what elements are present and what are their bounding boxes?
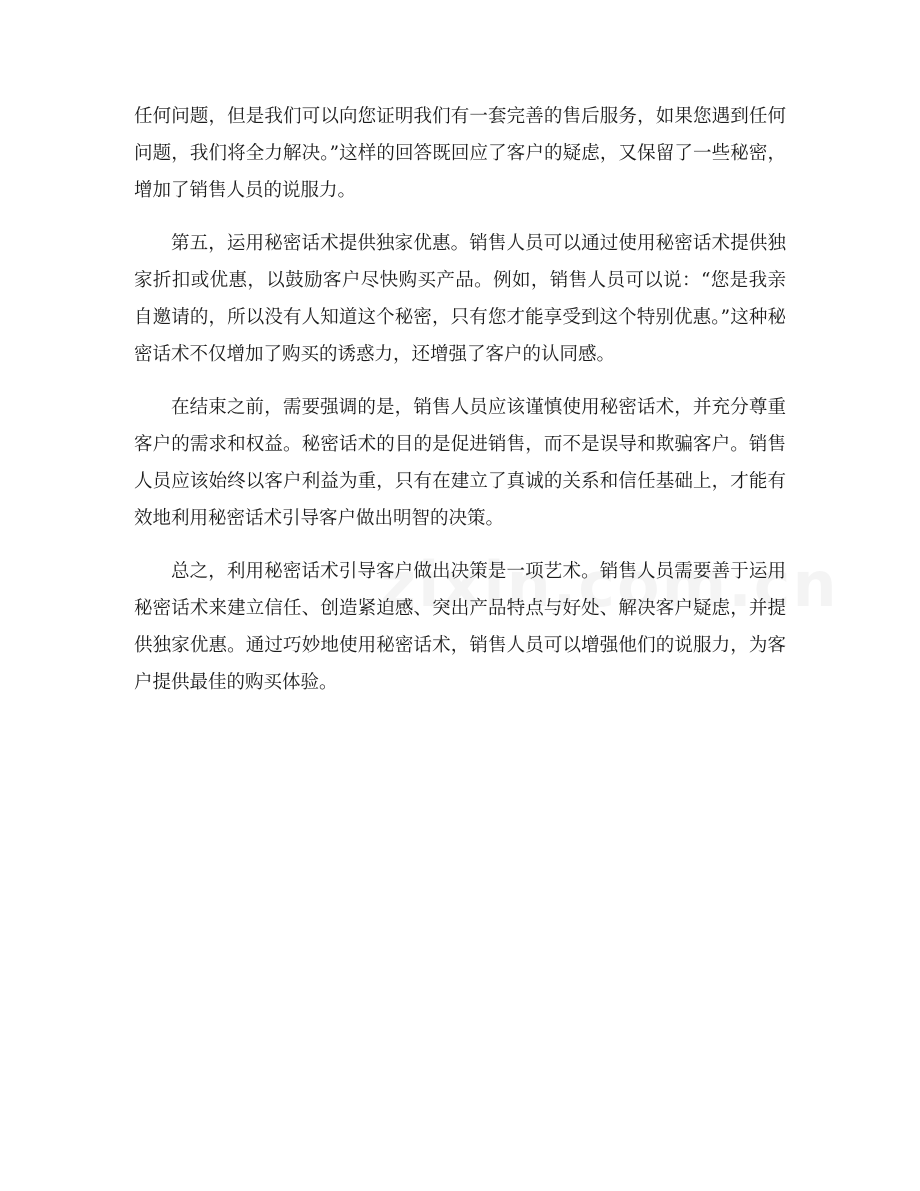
paragraph-conclusion: 总之，利用秘密话术引导客户做出决策是一项艺术。销售人员需要善于运用秘密话术来建立信任、创造紧迫感、突出产品特点与好处、解决客户疑虑，并提供独家优惠。通过巧妙地使用秘密话术，销售人员可以增强他们的说服力，为客户提供最佳的购买体验。 bbox=[134, 561, 786, 693]
paragraph-caution: 在结束之前，需要强调的是，销售人员应该谨慎使用秘密话术，并充分尊重客户的需求和权益。秘密话术的目的是促进销售，而不是误导和欺骗客户。销售人员应该始终以客户利益为重，只有在建立了真诚的关系和信任基础上，才能有效地利用秘密话术引导客户做出明智的决策。 bbox=[134, 397, 786, 529]
document-body bbox=[134, 98, 786, 717]
paragraph-exclusive-offers: 第五，运用秘密话术提供独家优惠。销售人员可以通过使用秘密话术提供独家折扣或优惠，以鼓励客户尽快购买产品。例如，销售人员可以说：“您是我亲自邀请的，所以没有人知道这个秘密，只有您才能享受到这个特别优惠。”这种秘密话术不仅增加了购买的诱惑力，还增强了客户的认同感。 bbox=[134, 233, 786, 365]
paragraph-continuation: 任何问题，但是我们可以向您证明我们有一套完善的售后服务，如果您遇到任何问题，我们将全力解决。”这样的回答既回应了客户的疑虑，又保留了一些秘密，增加了销售人员的说服力。 bbox=[134, 106, 786, 201]
